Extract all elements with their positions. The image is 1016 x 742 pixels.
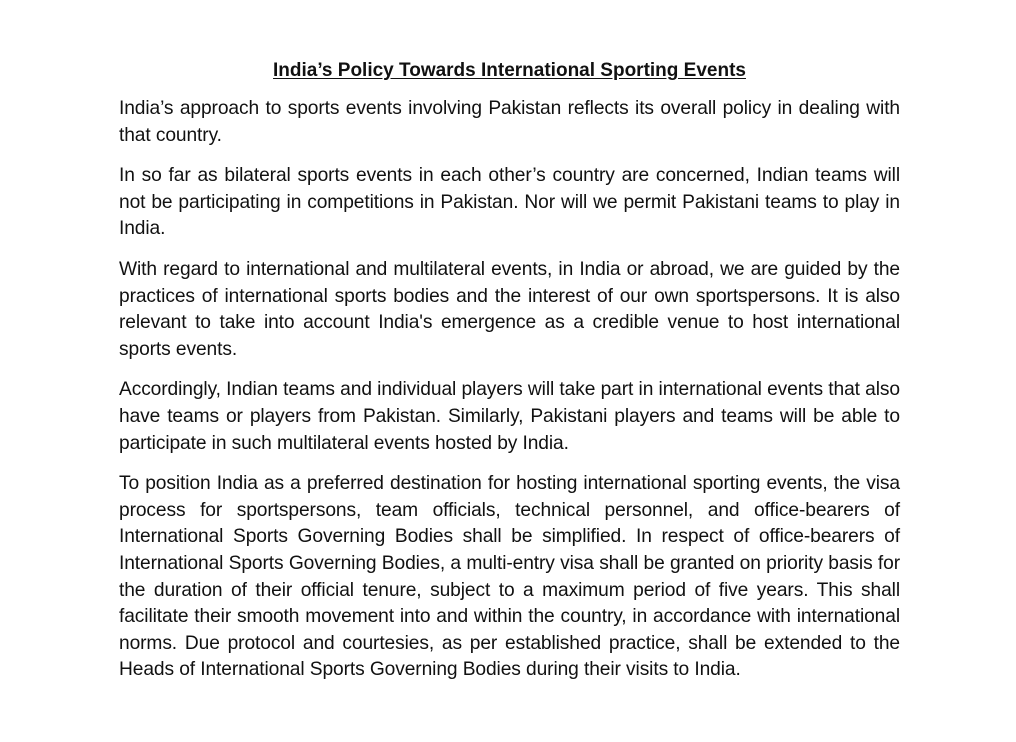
paragraph-participation: Accordingly, Indian teams and individual players will take part in international events that also have teams or players from Pakistan. Similarly, Pakistani players and teams will be able to participate in such multilateral events hosted by India. (119, 379, 900, 454)
document-title: India’s Policy Towards International Sporting Events (273, 60, 746, 81)
paragraph-bilateral-events: In so far as bilateral sports events in each other’s country are concerned, Indian teams will not be participating in competitions in Pakistan. Nor will we permit Pakistani teams to play in India. (119, 165, 900, 240)
paragraph-multilateral-events: With regard to international and multilateral events, in India or abroad, we are guided by the practices of international sports bodies and the interest of our own sportspersons. It is also relevant to take into account India's emergence as a credible venue to host international sports events. (119, 258, 900, 360)
paragraph-visa-process: To position India as a preferred destination for hosting international sporting events, the visa process for sportspersons, team officials, technical personnel, and office-bearers of International Sports Governing Bodies shall be simplified. In respect of office-bearers of International Sports Governing Bodies, a multi-entry visa shall be granted on priority basis for the duration of their official tenure, subject to a maximum period of five years. This shall facilitate their smooth movement into and within the country, in accordance with international norms. Due protocol and courtesies, as per established practice, shall be extended to the Heads of International Sports Governing Bodies during their visits to India. (119, 473, 900, 681)
paragraph-approach: India’s approach to sports events involving Pakistan reflects its overall policy in dealing with that country. (119, 98, 900, 146)
document-page (119, 58, 900, 698)
